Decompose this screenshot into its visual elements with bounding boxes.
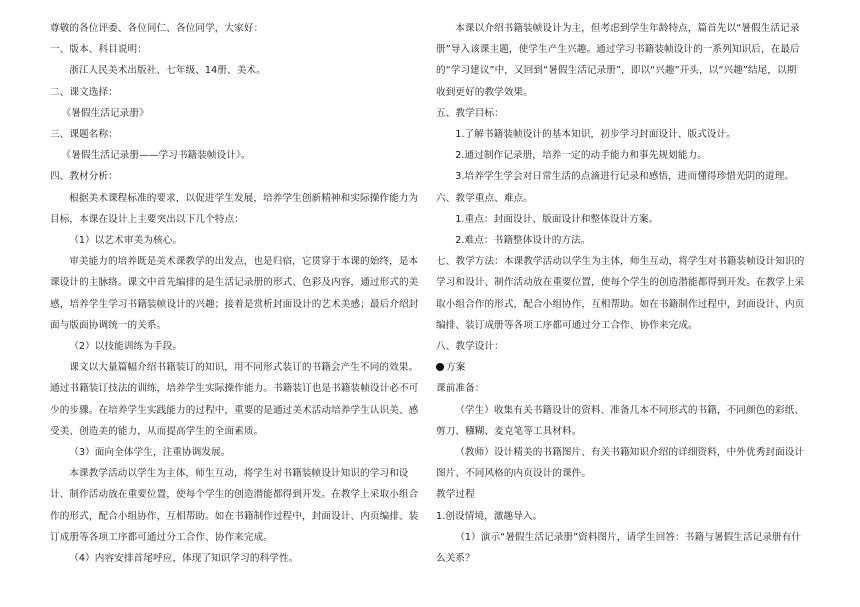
point-1-body: 审美能力的培养既是美术课教学的出发点，也是归宿，它贯穿于本课的始终，是本课设计的主脉络。课文中首先编排的是生活记录册的形式、色彩及内容，通过形式的美感，培养学生学习书籍装帧设计的兴趣；接着是赏析封面设计的艺术美感；最后介绍封面与版面协调统一的关系。 xyxy=(50,256,419,331)
plan-label: 方案 xyxy=(446,362,466,374)
point-2-body: 课文以大量篇幅介绍书籍装订的知识，用不同形式装订的书籍会产生不同的效果。通过书籍装订技法的训练，培养学生实际操作能力。书籍装订也是书籍装帧设计必不可少的步骤。在培养学生实践能力的过程中，重要的是通过美术活动培养学生认识美、感受美、创造美的能力，从而提高学生的全面素质。 xyxy=(50,362,419,437)
key-point-2: 2.难点：书籍整体设计的方法。 xyxy=(455,235,591,247)
version-text: 浙江人民美术出版社、七年级、14册、美术。 xyxy=(69,65,266,77)
right-column xyxy=(436,18,806,569)
text-choice: 《暑假生活记录册》 xyxy=(61,107,149,119)
heading-analysis: 四、教材分析： xyxy=(50,171,118,183)
point-1-title: （1）以艺术审美为核心。 xyxy=(69,235,183,247)
topic-text: 《暑假生活记录册——学习书籍装帧设计》。 xyxy=(61,150,251,162)
point-4-body: 本课以介绍书籍装帧设计为主，但考虑到学生年龄特点，篇首先以“暑假生活记录册”导入该课主题，使学生产生兴趣。通过学习书籍装帧设计的一系列知识后，在最后的“学习建议”中，又回到“暑假生活记录册”，即以“兴趣”开头，以“兴趣”结尾，以期收到更好的教学效果。 xyxy=(436,23,800,98)
goal-1: 1.了解书籍装帧设计的基本知识，初步学习封面设计、版式设计。 xyxy=(455,129,736,141)
plan-bullet xyxy=(436,357,806,378)
goal-2: 2.通过制作记录册，培养一定的动手能力和事先规划能力。 xyxy=(455,150,707,162)
point-4-title: （4）内容安排首尾呼应，体现了知识学习的科学性。 xyxy=(69,553,299,565)
heading-goals: 五、教学目标： xyxy=(436,107,504,119)
left-column xyxy=(50,18,420,569)
prep-teacher: （教师）设计精美的书籍图片、有关书籍知识介绍的详细资料，中外优秀封面设计图片、不同风格的内页设计的课件。 xyxy=(436,447,805,480)
point-3-body: 本课教学活动以学生为主体，师生互动，将学生对书籍装帧设计知识的学习和设计、制作活动放在重要位置，使每个学生的创造潜能都得到开发。在教学上采取小组合作的形式，配合小组协作，互相帮助。如在书籍制作过程中，封面设计、内页编排、装订成册等各项工序都可通过分工合作、协作来完成。 xyxy=(50,468,419,543)
step-1: 1.创设情境，激趣导入。 xyxy=(436,510,543,522)
step-1a: （1）演示“暑假生活记录册”资料图片，请学生回答：书籍与暑假生活记录册有什么关系？ xyxy=(436,531,802,565)
heading-method: 七、教学方法：本课教学活动以学生为主体，师生互动，将学生对书籍装帧设计知识的学习和设计、制作活动放在重要位置，使每个学生的创造潜能都得到开发。在教学上采取小组合作的形式，配合小组协作，互相帮助。如在书籍制作过程中，封面设计、内页编排、装订成册等各项工序都可通过分工合作、协作来完成。 xyxy=(436,256,805,331)
key-point-1: 1.重点：封面设计、版面设计和整体设计方案。 xyxy=(455,213,659,225)
heading-design: 八、教学设计： xyxy=(436,341,504,353)
point-2-title: （2）以技能训练为手段。 xyxy=(69,341,183,353)
heading-text-choice: 二、课文选择： xyxy=(50,86,118,98)
point-3-title: （3）面向全体学生，注重协调发展。 xyxy=(69,447,231,459)
greeting: 尊敬的各位评委、各位同仁、各位同学，大家好： xyxy=(50,23,264,34)
heading-key-points: 六、教学重点、难点。 xyxy=(436,192,533,204)
goal-3: 3.培养学生学会对日常生活的点滴进行记录和感悟，进而懂得珍惜光阴的道理。 xyxy=(455,171,795,183)
prep-students: （学生）收集有关书籍设计的资料、准备几本不同形式的书籍，不同颜色的彩纸、剪刀、糨糊、麦克笔等工具材料。 xyxy=(436,404,805,437)
prep-heading: 课前准备： xyxy=(436,383,485,395)
analysis-intro: 根据美术课程标准的要求，以促进学生发展，培养学生创新精神和实际操作能力为目标，本课在设计上主要突出以下几个特点： xyxy=(50,192,419,225)
heading-topic: 三、课题名称： xyxy=(50,129,118,141)
bullet-dot-icon xyxy=(436,363,444,371)
process-heading: 教学过程 xyxy=(436,489,475,501)
heading-version: 一、版本、科目说明： xyxy=(50,44,147,56)
